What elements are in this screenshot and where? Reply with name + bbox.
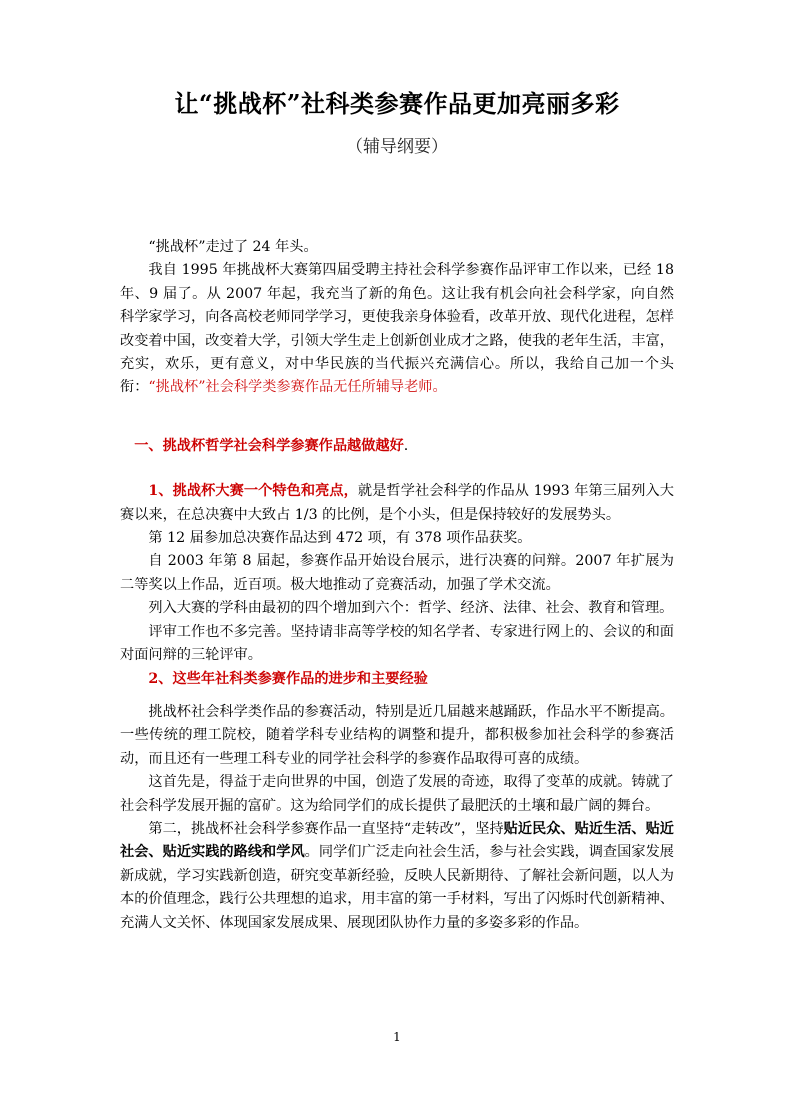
item-1-heading: 1、挑战杯大赛一个特色和亮点， [148,483,358,500]
paragraph-second-emphasis: 贴近民众、贴近生活、贴近社会、贴近实践的路线和学风 [120,820,674,861]
intro-paragraph-2 [120,259,674,399]
item-1-paragraph [120,480,674,527]
intro-paragraph-2-text: 我自 1995 年挑战杯大赛第四届受聘主持社会科学参赛作品评审工作以来，已经 18 年、9 届了。从 2007 年起，我充当了新的角色。这让我有机会向社会科学家，向自然科学家学习，向各高校老师同学学习，更使我亲身体验看，改革开放、现代化进程，怎样改变着中国，改变着大学，引领大学生走上创新创业成才之路，使我的老年生活，丰富，充实，欢乐，更有意义，对中华民族的当代振兴充满信心。所以，我给自己加一个头衔： [120,262,674,396]
paragraph-second [120,818,674,935]
intro-paragraph-1: “挑战杯”走过了 24 年头。 [148,239,318,255]
paragraph-8th-session: 自 2003 年第 8 届起，参赛作品开始设台展示，进行决赛的问辩。2007 年扩展为二等奖以上作品，近百项。极大地推动了竞赛活动，加强了学术交流。 [120,553,674,593]
paragraph-disciplines: 列入大赛的学科由最初的四个增加到六个：哲学、经济、法律、社会、教育和管理。 [148,600,674,617]
item-2-heading-text: 2、这些年社科类参赛作品的进步和主要经验 [148,670,428,687]
document-body [120,236,674,935]
paragraph-second-lead: 第二，挑战杯社会科学参赛作品一直坚持“走转改”，坚持 [148,820,504,837]
document-subtitle: （辅导纲要） [346,137,448,157]
self-title-highlight: “挑战杯”社会科学类参赛作品无任所辅导老师。 [148,379,447,396]
document-title: 让“挑战杯”社科类参赛作品更加亮丽多彩 [174,89,620,118]
section-1-heading-text: 一、挑战杯哲学社会科学参赛作品越做越好 [134,437,404,454]
page-number: 1 [393,1030,401,1044]
paragraph-12th-session: 第 12 届参加总决赛作品达到 472 项，有 378 项作品获奖。 [148,530,532,547]
paragraph-second-rest: 。同学们广泛走向社会生活，参与社会实践，调查国家发展新成就，学习实践新创造，研究变革新经验，反映人民新期待、了解社会新问题，以人为本的价值理念，践行公共理想的追求，用丰富的第一手材料，写出了闪烁时代创新精神、充满人文关怀、体现国家发展成果、展现团队协作力量的多姿多彩的作品。 [120,844,674,931]
paragraph-progress: 挑战杯社会科学类作品的参赛活动，特别是近几届越来越踊跃，作品水平不断提高。一些传统的理工院校，随着学科专业结构的调整和提升，都积极参加社会科学的参赛活动，而且还有一些理工科专业的同学社会科学的参赛作品取得可喜的成绩。 [120,703,674,767]
item-2-heading [120,668,674,691]
paragraph-review: 评审工作也不多完善。坚持请非高等学校的知名学者、专家进行网上的、会议的和面对面问辩的三轮评审。 [120,623,674,664]
item-1-text: 就是哲学社会科学的作品从 1993 年第三届列入大赛以来，在总决赛中大致占 1/3 的比例，是个小头，但是保持较好的发展势头。 [120,483,674,523]
section-1-heading [120,435,674,458]
section-1-heading-period: . [403,437,409,454]
paragraph-first: 这首先是，得益于走向世界的中国，创造了发展的奇迹，取得了变革的成就。铸就了社会科学发展开掘的富矿。这为给同学们的成长提供了最肥沃的土壤和最广阔的舞台。 [120,774,674,814]
